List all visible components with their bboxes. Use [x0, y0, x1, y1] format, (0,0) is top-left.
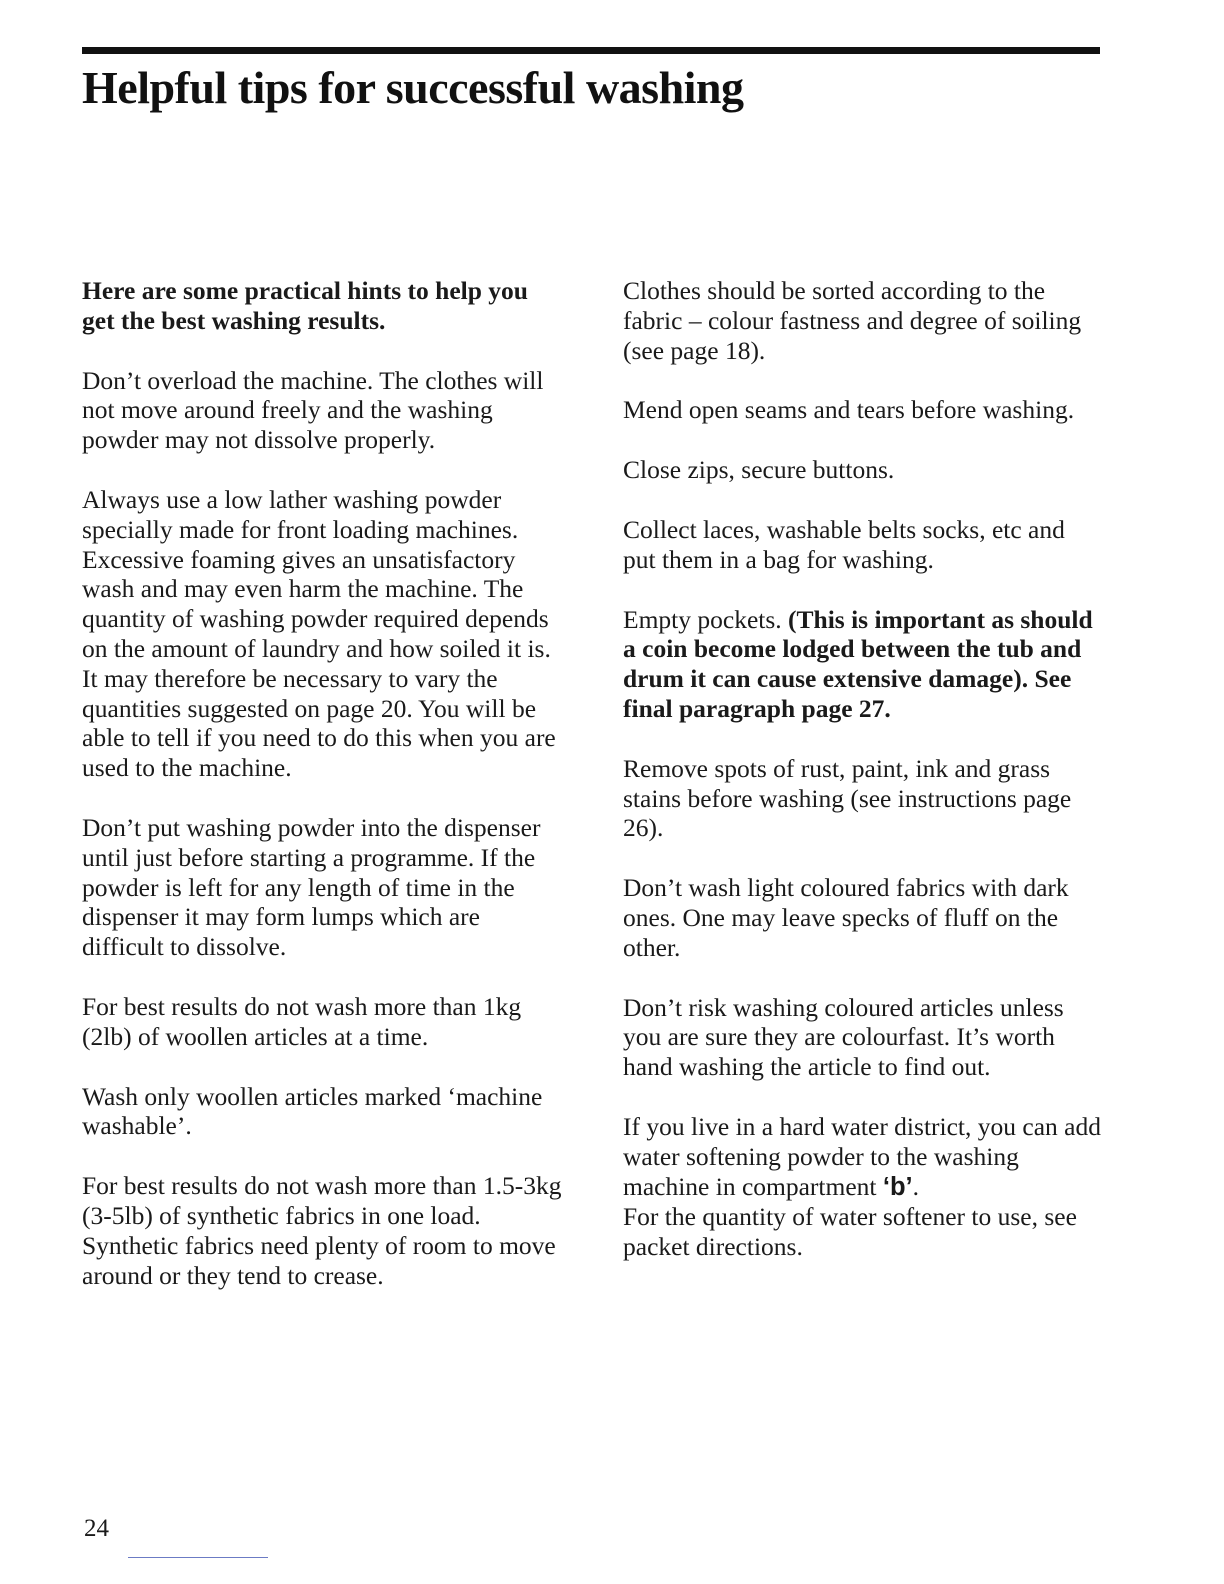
page-number: 24	[84, 1515, 109, 1542]
synthetic-load-paragraph: For best results do not wash more than 1.5-3kg (3-5lb) of synthetic fabrics in one load. Synthetic fabrics need plenty of room to move around or they tend to crease.	[82, 1171, 562, 1290]
header-rule	[82, 47, 1100, 54]
light-dark-paragraph: Don’t wash light coloured fabrics with dark ones. One may leave specks of fluff on the other.	[623, 873, 1069, 962]
dispenser-paragraph: Don’t put washing powder into the dispenser until just before starting a programme. If the powder is left for any length of time in the dispenser it may form lumps which are difficult to dissolve.	[82, 812, 541, 962]
colourfast-paragraph: Don’t risk washing coloured articles unless you are sure they are colourfast. It’s worth hand washing the article to find out.	[623, 992, 1064, 1082]
laces-paragraph: Collect laces, washable belts socks, etc and put them in a bag for washing.	[623, 514, 1065, 574]
softener-paragraph: For the quantity of water softener to use, see packet directions.	[623, 1202, 1077, 1262]
woollen-load-paragraph: For best results do not wash more than 1kg (2lb) of woollen articles at a time.	[82, 991, 522, 1051]
hard-water-end: .	[912, 1171, 919, 1201]
page-title: Helpful tips for successful washing	[82, 62, 744, 113]
left-column	[82, 276, 562, 1320]
hard-water-paragraph	[623, 1112, 1103, 1202]
low-lather-paragraph: Always use a low lather washing powder specially made for front loading machines. Excessive foaming gives an unsatisfactory wash and may even harm the machine. The quantity of washing powder required depends on the amount of laundry and how soiled it is. It may therefore be necessary to vary the quantities suggested on page 20. You will be able to tell if you need to do this when you are used to the machine.	[82, 484, 556, 783]
pockets-warning-text: (This is important as should a coin become lodged between the tub and drum it can cause extensive damage). See final paragraph page 27.	[623, 604, 1093, 723]
hard-water-text: If you live in a hard water district, you can add water softening powder to the washing machine in compartment	[623, 1111, 1101, 1201]
mend-paragraph: Mend open seams and tears before washing.	[623, 395, 1075, 425]
stains-paragraph: Remove spots of rust, paint, ink and grass stains before washing (see instructions page 26).	[623, 753, 1072, 843]
zips-paragraph: Close zips, secure buttons.	[623, 455, 895, 485]
pockets-paragraph	[623, 605, 1103, 724]
machine-washable-paragraph: Wash only woollen articles marked ‘machine washable’.	[82, 1081, 543, 1141]
sorting-paragraph: Clothes should be sorted according to the fabric – colour fastness and degree of soiling (see page 18).	[623, 276, 1082, 365]
intro-paragraph: Here are some practical hints to help you get the best washing results.	[82, 276, 528, 335]
right-column	[623, 276, 1103, 1292]
overload-paragraph: Don’t overload the machine. The clothes will not move around freely and the washing powder may not dissolve properly.	[82, 365, 544, 455]
pockets-plain-text: Empty pockets.	[623, 604, 789, 634]
compartment-label: ‘b’	[882, 1172, 913, 1201]
footer-line	[128, 1557, 268, 1558]
